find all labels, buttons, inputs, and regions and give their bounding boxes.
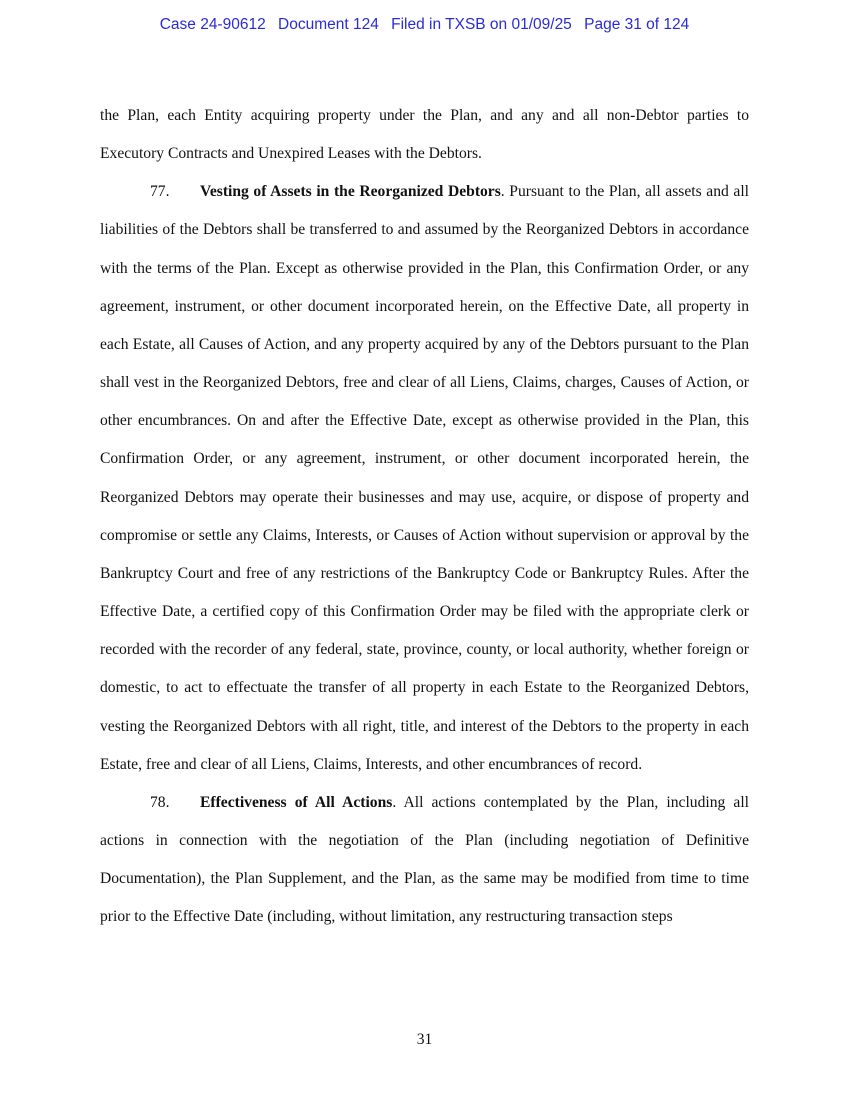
paragraph-number: 78. bbox=[150, 793, 170, 811]
paragraph-78 bbox=[100, 784, 749, 937]
paragraph-heading: Effectiveness of All Actions bbox=[200, 793, 393, 811]
paragraph-heading: Vesting of Assets in the Reorganized Debtors bbox=[200, 183, 501, 201]
case-number: Case 24-90612 bbox=[159, 16, 266, 33]
filing-info: Filed in TXSB on 01/09/25 bbox=[391, 16, 572, 33]
paragraph-text: . All actions contemplated by the Plan, including all actions in connection with the negotiation of the Plan (including negotiation of Definitive Documentation), the Plan Supplement, and the Plan, as the same may be modified from time to time prior to the Effective Date (including, without limitation, any restructuring transaction steps bbox=[100, 793, 749, 926]
document-number: Document 124 bbox=[278, 16, 379, 33]
page-number: 31 bbox=[416, 1031, 433, 1048]
case-header bbox=[0, 14, 849, 36]
paragraph-number: 77. bbox=[150, 183, 170, 201]
paragraph-text: . Pursuant to the Plan, all assets and all liabilities of the Debtors shall be transferred to and assumed by the Reorganized Debtors in accordance with the terms of the Plan. Except as otherwise provided in the Plan, this Confirmation Order, or any agreement, instrument, or other document incorporated herein, on the Effective Date, all property in each Estate, all Causes of Action, and any property acquired by any of the Debtors pursuant to the Plan shall vest in the Reorganized Debtors, free and clear of all Liens, Claims, charges, Causes of Action, or other encumbrances. On and after the Effective Date, except as otherwise provided in the Plan, this Confirmation Order, or any agreement, instrument, or other document incorporated herein, the Reorganized Debtors may operate their businesses and may use, acquire, or dispose of property and compromise or settle any Claims, Interests, or Causes of Action without supervision or approval by the Bankruptcy Court and free of any restrictions of the Bankruptcy Code or Bankruptcy Rules. After the Effective Date, a certified copy of this Confirmation Order may be filed with the appropriate clerk or recorded with the recorder of any federal, state, province, county, or local authority, whether foreign or domestic, to act to effectuate the transfer of all property in each Estate to the Reorganized Debtors, vesting the Reorganized Debtors with all right, title, and interest of the Debtors to the property in each Estate, free and clear of all Liens, Claims, Interests, and other encumbrances of record. bbox=[100, 183, 749, 773]
page-indicator: Page 31 of 124 bbox=[584, 16, 690, 33]
continuation-paragraph: the Plan, each Entity acquiring property under the Plan, and any and all non-Debtor parties to Executory Contracts and Unexpired Leases with the Debtors. bbox=[100, 107, 749, 163]
paragraph-77 bbox=[100, 173, 749, 784]
document-body bbox=[100, 97, 749, 936]
